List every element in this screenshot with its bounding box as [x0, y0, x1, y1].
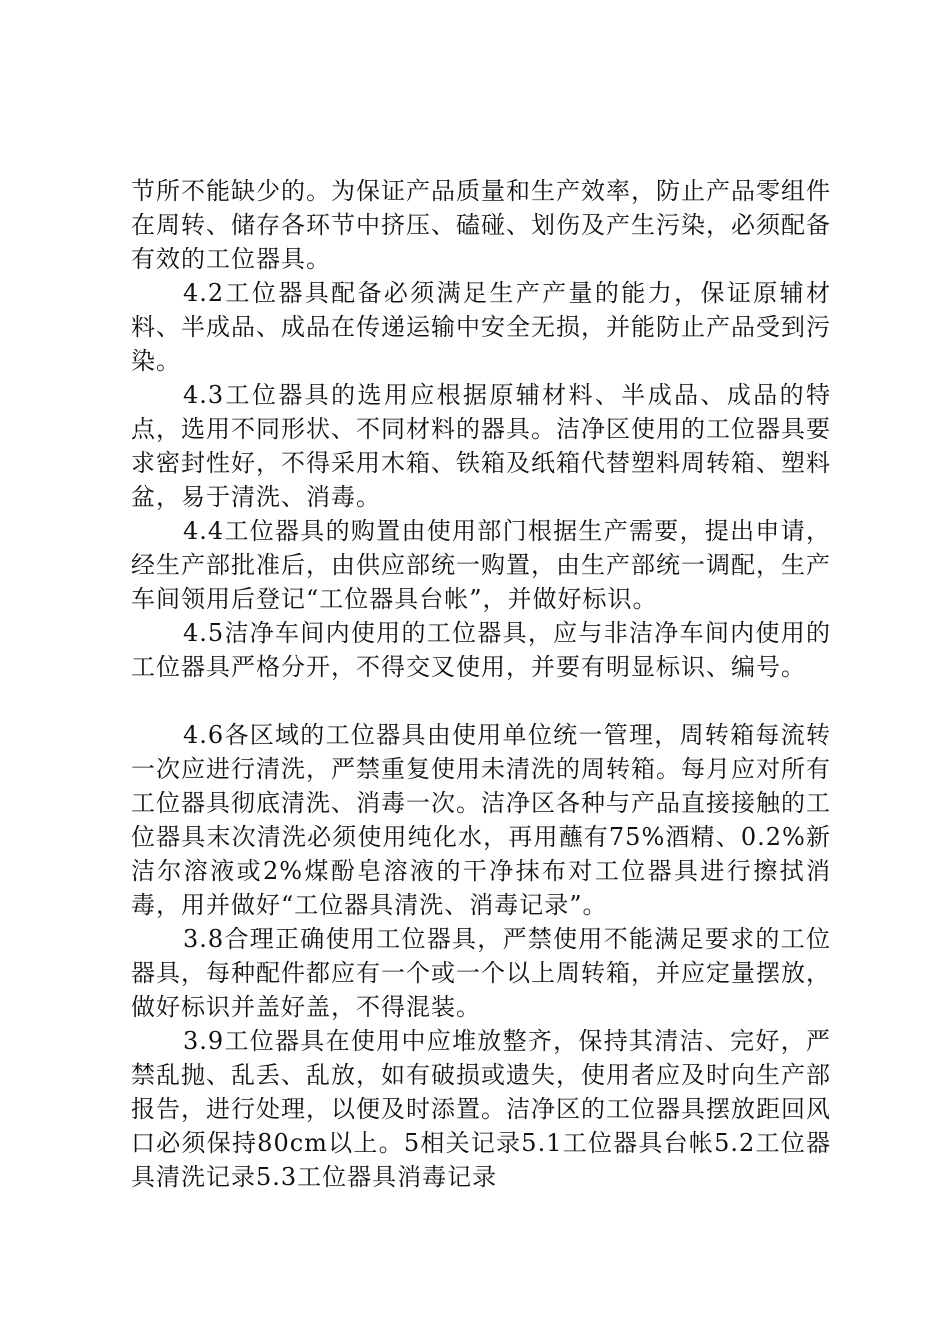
paragraph-4-4: 4.4工位器具的购置由使用部门根据生产需要，提出申请，经生产部批准后，由供应部统一购置，由生产部统一调配，生产车间领用后登记“工位器具台帐”，并做好标识。 — [131, 517, 831, 613]
paragraph-continuation: 节所不能缺少的。为保证产品质量和生产效率，防止产品零组件在周转、储存各环节中挤压、磕碰、划伤及产生污染，必须配备有效的工位器具。 — [131, 177, 831, 273]
paragraph-4-5: 4.5洁净车间内使用的工位器具，应与非洁净车间内使用的工位器具严格分开，不得交叉使用，并要有明显标识、编号。 — [131, 619, 831, 681]
paragraph-3-8: 3.8合理正确使用工位器具，严禁使用不能满足要求的工位器具，每种配件都应有一个或一个以上周转箱，并应定量摆放，做好标识并盖好盖，不得混装。 — [131, 925, 831, 1021]
document-body — [131, 174, 831, 1194]
paragraph-4-3: 4.3工位器具的选用应根据原辅材料、半成品、成品的特点，选用不同形状、不同材料的器具。洁净区使用的工位器具要求密封性好，不得采用木箱、铁箱及纸箱代替塑料周转箱、塑料盆，易于清洗、消毒。 — [131, 381, 831, 511]
paragraph-3-9: 3.9工位器具在使用中应堆放整齐，保持其清洁、完好，严禁乱抛、乱丢、乱放，如有破损或遗失，使用者应及时向生产部报告，进行处理，以便及时添置。洁净区的工位器具摆放距回风口必须保持80cm以上。5相关记录5.1工位器具台帐5.2工位器具清洗记录5.3工位器具消毒记录 — [131, 1027, 831, 1191]
paragraph-4-6: 4.6各区域的工位器具由使用单位统一管理，周转箱每流转一次应进行清洗，严禁重复使用未清洗的周转箱。每月应对所有工位器具彻底清洗、消毒一次。洁净区各种与产品直接接触的工位器具末次清洗必须使用纯化水，再用蘸有75%酒精、0.2%新洁尔溶液或2%煤酚皂溶液的干净抹布对工位器具进行擦拭消毒，用并做好“工位器具清洗、消毒记录”。 — [131, 721, 831, 919]
paragraph-4-2: 4.2工位器具配备必须满足生产产量的能力，保证原辅材料、半成品、成品在传递运输中安全无损，并能防止产品受到污染。 — [131, 279, 831, 375]
